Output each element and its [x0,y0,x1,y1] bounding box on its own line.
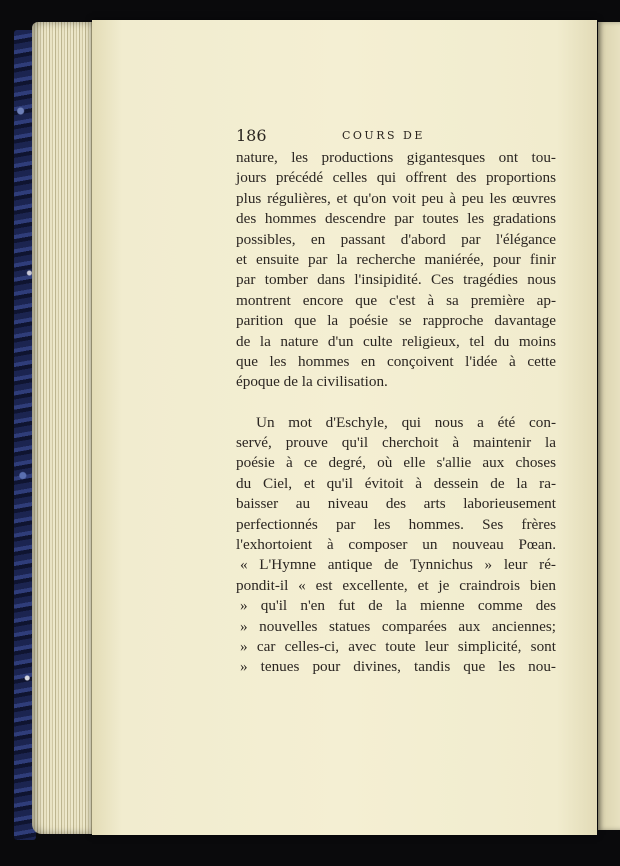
text-line: perfectionnés par les hommes. Ses frères [236,515,556,533]
text-line: époque de la civilisation. [236,373,388,391]
text-line: servé, prouve qu'il cherchoit à maintenir la [236,434,556,452]
running-head: COURS DE [342,129,425,142]
text-line: des hommes descendre par toutes les gradations [236,210,556,228]
text-line: » qu'il n'en fut de la mienne comme des [240,597,556,615]
page-number: 186 [236,126,267,145]
text-line: du Ciel, et qu'il évitoit à dessein de la ra- [236,474,556,492]
text-line: possibles, en passant d'abord par l'élégance [236,230,556,248]
text-line: par tomber dans l'insipidité. Ces tragédies nous [236,271,556,289]
text-line: plus régulières, et qu'on voit peu à peu les œuvres [236,189,556,207]
text-line: montrent encore que c'est à sa première ap- [236,291,556,309]
body-text [236,148,556,678]
facing-page-edge [598,22,620,830]
text-line: » nouvelles statues comparées aux anciennes; [240,617,556,635]
paragraph-2 [236,413,556,678]
paragraph-1 [236,148,556,393]
paragraph-gap [236,393,556,413]
text-line: que les hommes en conçoivent l'idée à cette [236,352,556,370]
text-line: Un mot d'Eschyle, qui nous a été con- [256,413,556,431]
text-line: l'exhortoient à composer un nouveau Pœan. [236,536,556,554]
text-line: de la nature d'un culte religieux, tel du moins [236,332,556,350]
page-header [236,126,556,148]
text-line: jours précédé celles qui offrent des proportions [236,169,556,187]
text-line: poésie à ce degré, où elle s'allie aux choses [236,454,556,472]
text-line: » car celles-ci, avec toute leur simplicité, sont [240,637,556,655]
text-line: et ensuite par la recherche maniérée, pour finir [236,250,556,268]
text-line: nature, les productions gigantesques ont tou- [236,149,556,166]
text-line: pondit-il « est excellente, et je craindrois bien [236,576,556,594]
text-line: baisser au niveau des arts laborieusement [236,495,556,513]
text-line: « L'Hymne antique de Tynnichus » leur ré- [240,556,556,574]
text-line: parition que la poésie se rapproche davantage [236,312,556,330]
text-line: » tenues pour divines, tandis que les nou- [240,658,556,676]
